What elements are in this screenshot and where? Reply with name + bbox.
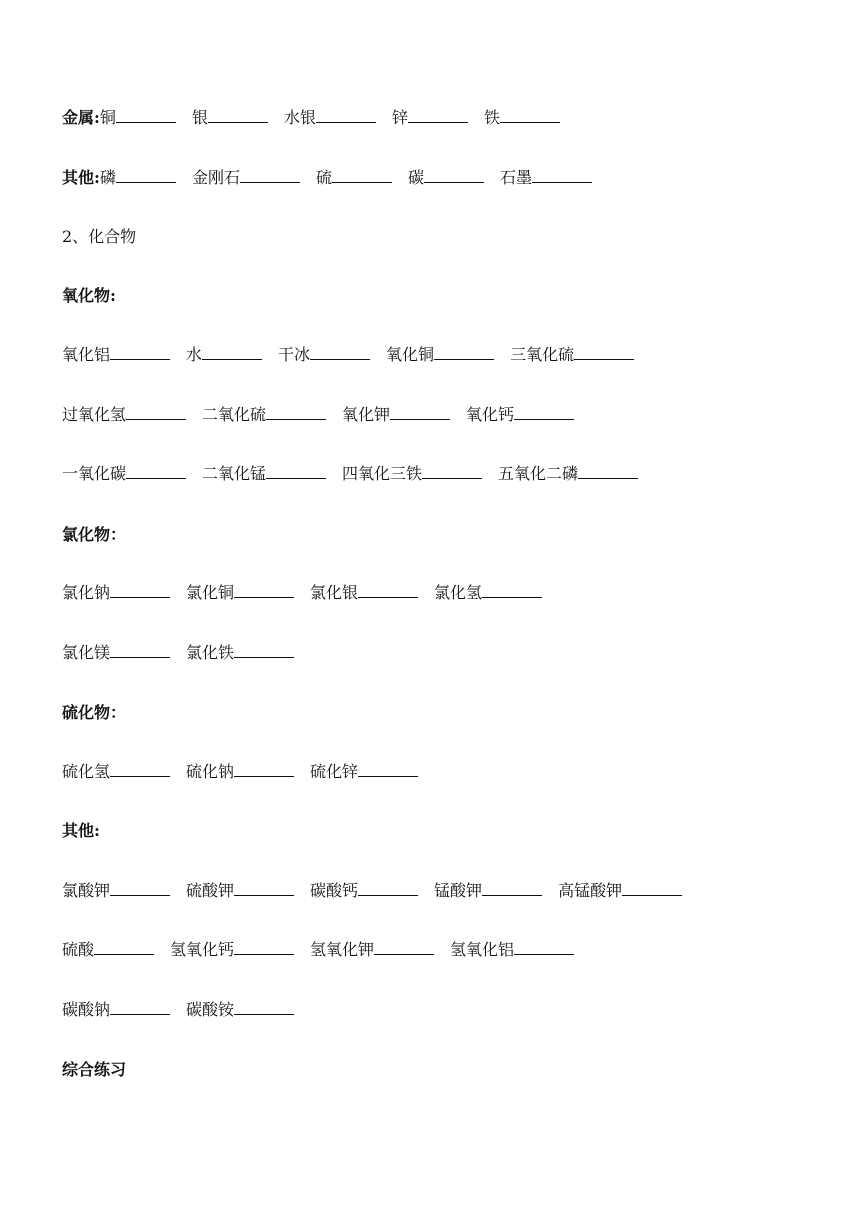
fill-item bbox=[342, 463, 482, 485]
fill-item bbox=[202, 404, 326, 426]
answer-blank[interactable] bbox=[622, 881, 682, 896]
answer-blank[interactable] bbox=[234, 583, 294, 598]
answer-blank[interactable] bbox=[434, 345, 494, 360]
fill-item-label: 氢氧化钾 bbox=[310, 940, 375, 959]
answer-blank[interactable] bbox=[110, 583, 170, 598]
answer-blank[interactable] bbox=[358, 583, 418, 598]
fill-item bbox=[62, 582, 170, 604]
fill-item-label: 五氧化二磷 bbox=[498, 464, 579, 483]
fill-item-label: 铜 bbox=[99, 108, 116, 127]
fill-item-label: 水 bbox=[186, 345, 203, 364]
fill-item-label: 二氧化硫 bbox=[202, 405, 267, 424]
chlorides-row bbox=[62, 642, 310, 664]
fill-item bbox=[434, 582, 542, 604]
fill-item-label: 氯化钠 bbox=[62, 583, 111, 602]
chlorides-heading: 氯化物： bbox=[62, 525, 127, 544]
fill-item bbox=[278, 344, 370, 366]
fill-item bbox=[62, 939, 154, 961]
fill-item bbox=[434, 880, 542, 902]
fill-item-label: 一氧化碳 bbox=[62, 464, 127, 483]
fill-item-label: 硫酸 bbox=[62, 940, 95, 959]
fill-item bbox=[186, 344, 262, 366]
answer-blank[interactable] bbox=[116, 108, 176, 123]
fill-item bbox=[310, 939, 434, 961]
fill-item bbox=[170, 939, 294, 961]
answer-blank[interactable] bbox=[266, 405, 326, 420]
fill-item bbox=[500, 167, 592, 189]
fill-item bbox=[310, 582, 418, 604]
answer-blank[interactable] bbox=[422, 464, 482, 479]
fill-item-label: 氯化铜 bbox=[186, 583, 235, 602]
answer-blank[interactable] bbox=[234, 643, 294, 658]
fill-item bbox=[186, 999, 294, 1021]
answer-blank[interactable] bbox=[208, 108, 268, 123]
answer-blank[interactable] bbox=[316, 108, 376, 123]
answer-blank[interactable] bbox=[574, 345, 634, 360]
answer-blank[interactable] bbox=[110, 345, 170, 360]
answer-blank[interactable] bbox=[110, 1000, 170, 1015]
fill-item-label: 氧化钾 bbox=[342, 405, 391, 424]
fill-item bbox=[62, 642, 170, 664]
chlorides-row bbox=[62, 582, 558, 604]
section-heading-compounds: 2、化合物 bbox=[62, 227, 137, 246]
fill-item-label: 银 bbox=[191, 108, 208, 127]
fill-item bbox=[62, 761, 170, 783]
answer-blank[interactable] bbox=[110, 881, 170, 896]
answer-blank[interactable] bbox=[358, 762, 418, 777]
fill-item bbox=[466, 404, 574, 426]
answer-blank[interactable] bbox=[374, 940, 434, 955]
others-compounds-row bbox=[62, 939, 590, 961]
fill-item-label: 铁 bbox=[483, 108, 500, 127]
answer-blank[interactable] bbox=[310, 345, 370, 360]
metals-heading: 金属: bbox=[62, 108, 100, 127]
fill-item-label: 碳酸钠 bbox=[62, 1000, 111, 1019]
fill-item bbox=[186, 880, 294, 902]
answer-blank[interactable] bbox=[234, 762, 294, 777]
answer-blank[interactable] bbox=[94, 940, 154, 955]
fill-item bbox=[484, 107, 560, 129]
fill-item bbox=[310, 880, 418, 902]
fill-item-label: 碳酸铵 bbox=[186, 1000, 235, 1019]
oxides-row bbox=[62, 404, 590, 426]
fill-item bbox=[192, 107, 268, 129]
answer-blank[interactable] bbox=[500, 108, 560, 123]
answer-blank[interactable] bbox=[234, 881, 294, 896]
fill-item-label: 氯化银 bbox=[310, 583, 359, 602]
answer-blank[interactable] bbox=[202, 345, 262, 360]
fill-item-label: 锌 bbox=[391, 108, 408, 127]
fill-item-label: 硫化锌 bbox=[310, 762, 359, 781]
answer-blank[interactable] bbox=[126, 464, 186, 479]
answer-blank[interactable] bbox=[358, 881, 418, 896]
fill-item-label: 过氧化氢 bbox=[62, 405, 127, 424]
fill-item-label: 碳 bbox=[407, 168, 424, 187]
fill-item-label: 碳酸钙 bbox=[310, 881, 359, 900]
fill-item-label: 氧化钙 bbox=[466, 405, 515, 424]
fill-item-label: 磷 bbox=[99, 168, 116, 187]
fill-item bbox=[186, 642, 294, 664]
answer-blank[interactable] bbox=[126, 405, 186, 420]
fill-item bbox=[316, 167, 392, 189]
answer-blank[interactable] bbox=[116, 168, 176, 183]
fill-item-label: 硫化氢 bbox=[62, 762, 111, 781]
fill-item-label: 硫酸钾 bbox=[186, 881, 235, 900]
metals-row bbox=[62, 107, 576, 129]
answer-blank[interactable] bbox=[110, 762, 170, 777]
fill-item-label: 金刚石 bbox=[191, 168, 240, 187]
fill-item bbox=[450, 939, 574, 961]
answer-blank[interactable] bbox=[266, 464, 326, 479]
fill-item-label: 氧化铝 bbox=[62, 345, 111, 364]
fill-item-label: 硫化钠 bbox=[186, 762, 235, 781]
fill-item-label: 水银 bbox=[283, 108, 316, 127]
answer-blank[interactable] bbox=[514, 405, 574, 420]
answer-blank[interactable] bbox=[482, 881, 542, 896]
oxides-row bbox=[62, 463, 654, 485]
fill-item-label: 高锰酸钾 bbox=[558, 881, 623, 900]
others-elements-row bbox=[62, 167, 608, 189]
oxides-heading: 氧化物: bbox=[62, 286, 116, 305]
fill-item bbox=[100, 107, 176, 129]
answer-blank[interactable] bbox=[234, 940, 294, 955]
fill-item bbox=[62, 344, 170, 366]
comprehensive-practice-heading: 综合练习 bbox=[62, 1060, 127, 1079]
fill-item-label: 四氧化三铁 bbox=[342, 464, 423, 483]
fill-item bbox=[392, 107, 468, 129]
answer-blank[interactable] bbox=[578, 464, 638, 479]
fill-item bbox=[342, 404, 450, 426]
others-heading: 其他: bbox=[62, 168, 100, 187]
answer-blank[interactable] bbox=[408, 108, 468, 123]
fill-item bbox=[408, 167, 484, 189]
fill-item-label: 氯酸钾 bbox=[62, 881, 111, 900]
fill-item-label: 二氧化锰 bbox=[202, 464, 267, 483]
fill-item-label: 氧化铜 bbox=[386, 345, 435, 364]
fill-item-label: 锰酸钾 bbox=[434, 881, 483, 900]
fill-item bbox=[62, 404, 186, 426]
answer-blank[interactable] bbox=[532, 168, 592, 183]
answer-blank[interactable] bbox=[482, 583, 542, 598]
fill-item-label: 氯化镁 bbox=[62, 643, 111, 662]
answer-blank[interactable] bbox=[110, 643, 170, 658]
fill-item bbox=[284, 107, 376, 129]
oxides-row bbox=[62, 344, 650, 366]
answer-blank[interactable] bbox=[332, 168, 392, 183]
fill-item-label: 氯化铁 bbox=[186, 643, 235, 662]
fill-item bbox=[192, 167, 300, 189]
fill-item-label: 三氧化硫 bbox=[510, 345, 575, 364]
fill-item bbox=[510, 344, 634, 366]
answer-blank[interactable] bbox=[390, 405, 450, 420]
others-compounds-row bbox=[62, 999, 310, 1021]
fill-item bbox=[62, 880, 170, 902]
fill-item bbox=[186, 582, 294, 604]
fill-item bbox=[558, 880, 682, 902]
fill-item bbox=[186, 761, 294, 783]
answer-blank[interactable] bbox=[514, 940, 574, 955]
others-compounds-row bbox=[62, 880, 698, 902]
fill-item bbox=[62, 463, 186, 485]
answer-blank[interactable] bbox=[240, 168, 300, 183]
fill-item bbox=[386, 344, 494, 366]
answer-blank[interactable] bbox=[424, 168, 484, 183]
others-compounds-heading: 其他: bbox=[62, 821, 100, 840]
sulfides-row bbox=[62, 761, 434, 783]
fill-item-label: 石墨 bbox=[499, 168, 532, 187]
fill-item bbox=[310, 761, 418, 783]
fill-item-label: 氯化氢 bbox=[434, 583, 483, 602]
fill-item bbox=[202, 463, 326, 485]
sulfides-heading: 硫化物： bbox=[62, 703, 127, 722]
fill-item bbox=[62, 999, 170, 1021]
fill-item-label: 硫 bbox=[315, 168, 332, 187]
answer-blank[interactable] bbox=[234, 1000, 294, 1015]
fill-item-label: 干冰 bbox=[278, 345, 311, 364]
fill-item bbox=[100, 167, 176, 189]
fill-item-label: 氢氧化钙 bbox=[170, 940, 235, 959]
fill-item bbox=[498, 463, 638, 485]
fill-item-label: 氢氧化铝 bbox=[450, 940, 515, 959]
